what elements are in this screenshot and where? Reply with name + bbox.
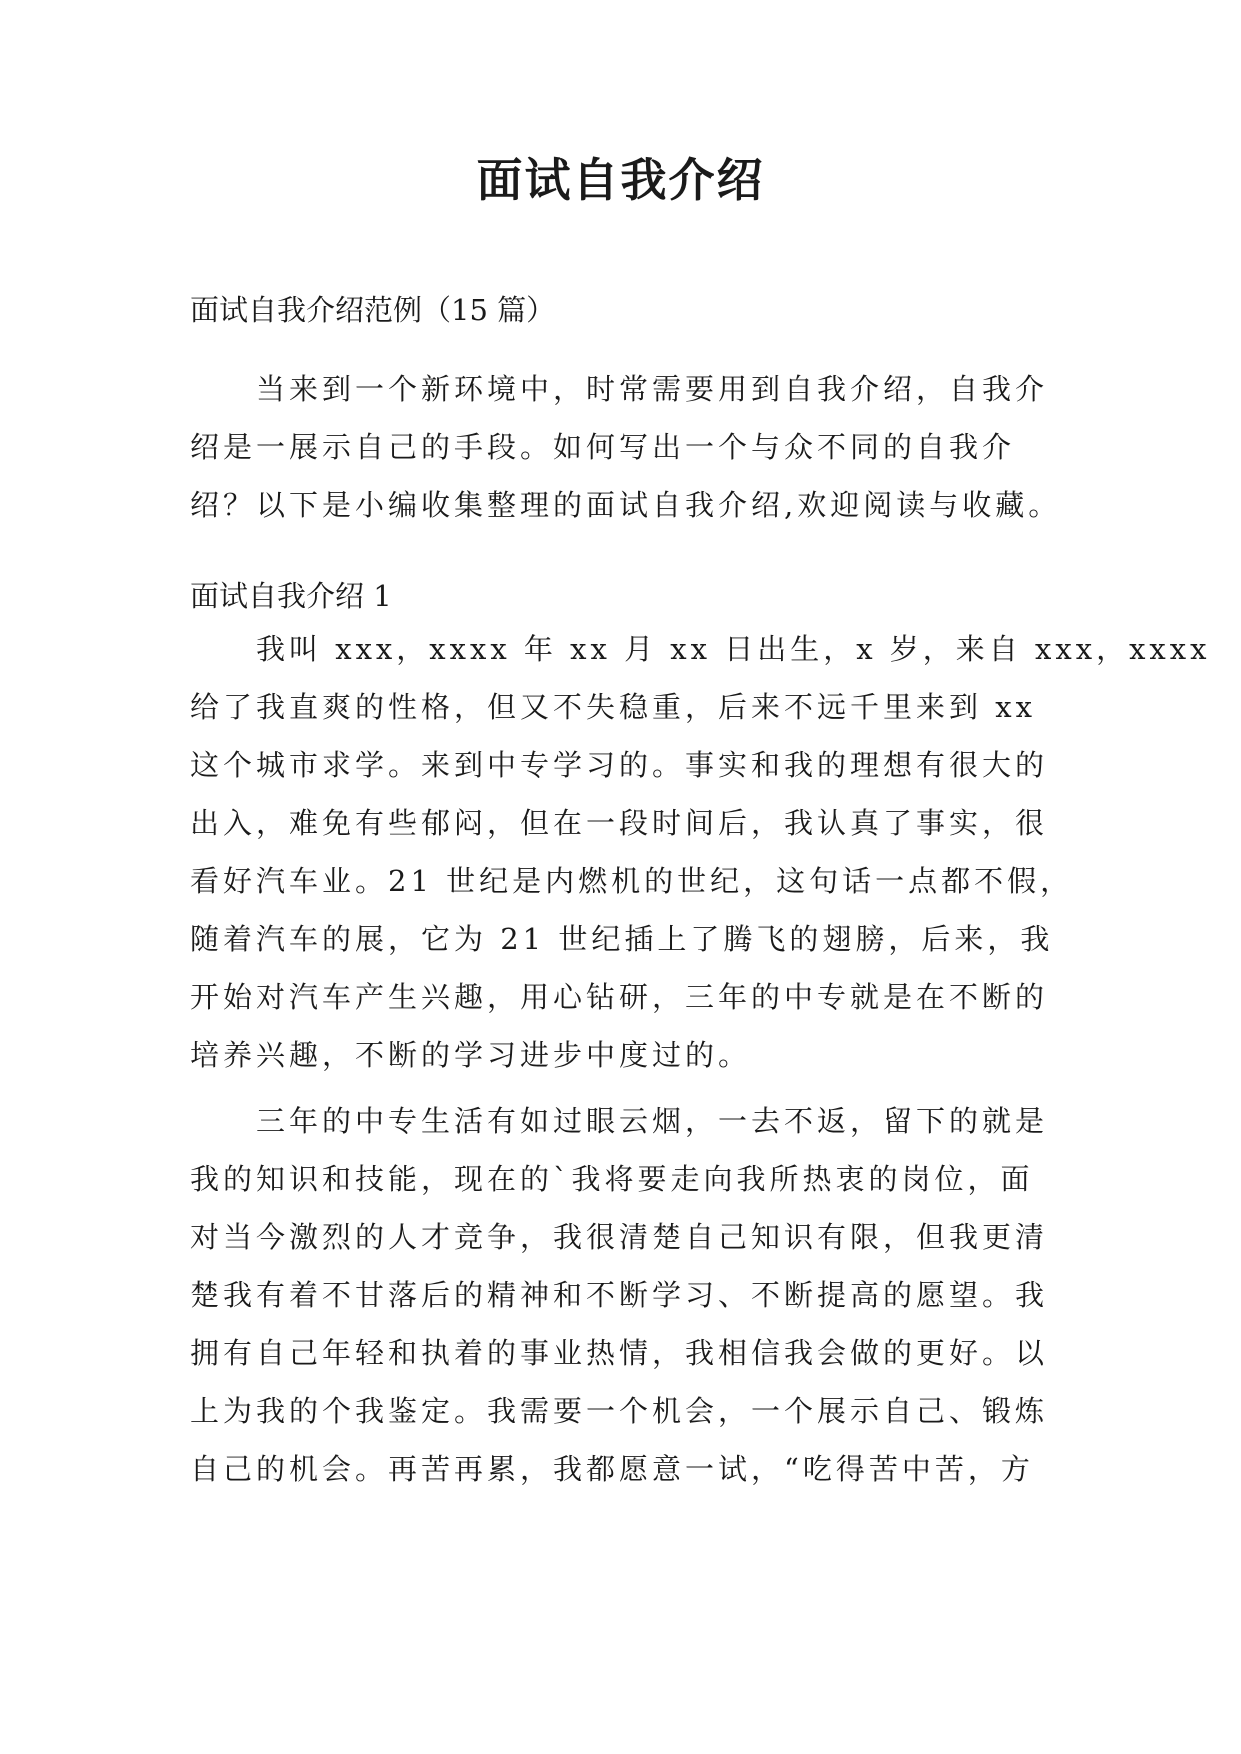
paragraph-line: 上为我的个我鉴定。我需要一个机会，一个展示自己、锻炼 bbox=[190, 1394, 1049, 1428]
document-title: 面试自我介绍 bbox=[476, 153, 765, 207]
paragraph-line: 培养兴趣，不断的学习进步中度过的。 bbox=[190, 1038, 752, 1072]
paragraph-line: 楚我有着不甘落后的精神和不断学习、不断提高的愿望。我 bbox=[190, 1278, 1049, 1312]
intro-line: 绍是一展示自己的手段。如何写出一个与众不同的自我介 bbox=[190, 430, 1016, 464]
intro-line: 绍？以下是小编收集整理的面试自我介绍,欢迎阅读与收藏。 bbox=[190, 488, 1062, 522]
paragraph-line: 我的知识和技能，现在的`我将要走向我所热衷的岗位，面 bbox=[190, 1162, 1034, 1196]
paragraph-line: 对当今激烈的人才竞争，我很清楚自己知识有限，但我更清 bbox=[190, 1220, 1049, 1254]
section1-paragraph-2 bbox=[190, 1092, 1060, 1498]
paragraph-line: 这个城市求学。来到中专学习的。事实和我的理想有很大的 bbox=[190, 748, 1049, 782]
intro-paragraph bbox=[190, 360, 1060, 534]
paragraph-line: 随着汽车的展，它为 21 世纪插上了腾飞的翅膀，后来，我 bbox=[190, 922, 1054, 956]
paragraph-line: 我叫 xxx，xxxx 年 xx 月 xx 日出生，x 岁，来自 xxx，xxxx bbox=[256, 632, 1211, 666]
section1-paragraph-1 bbox=[190, 620, 1211, 1084]
paragraph-line: 看好汽车业。21 世纪是内燃机的世纪，这句话一点都不假， bbox=[190, 864, 1074, 898]
paragraph-line: 拥有自己年轻和执着的事业热情，我相信我会做的更好。以 bbox=[190, 1336, 1049, 1370]
paragraph-line: 自己的机会。再苦再累，我都愿意一试，“吃得苦中苦，方 bbox=[190, 1452, 1034, 1486]
paragraph-line: 三年的中专生活有如过眼云烟，一去不返，留下的就是 bbox=[256, 1104, 1049, 1138]
section-heading: 面试自我介绍 1 bbox=[190, 579, 392, 613]
intro-line: 当来到一个新环境中，时常需要用到自我介绍，自我介 bbox=[256, 372, 1049, 406]
paragraph-line: 开始对汽车产生兴趣，用心钻研，三年的中专就是在不断的 bbox=[190, 980, 1049, 1014]
paragraph-line: 给了我直爽的性格，但又不失稳重，后来不远千里来到 xx bbox=[190, 690, 1036, 724]
paragraph-line: 出入，难免有些郁闷，但在一段时间后，我认真了事实，很 bbox=[190, 806, 1049, 840]
document-subtitle: 面试自我介绍范例（15 篇） bbox=[190, 293, 556, 327]
